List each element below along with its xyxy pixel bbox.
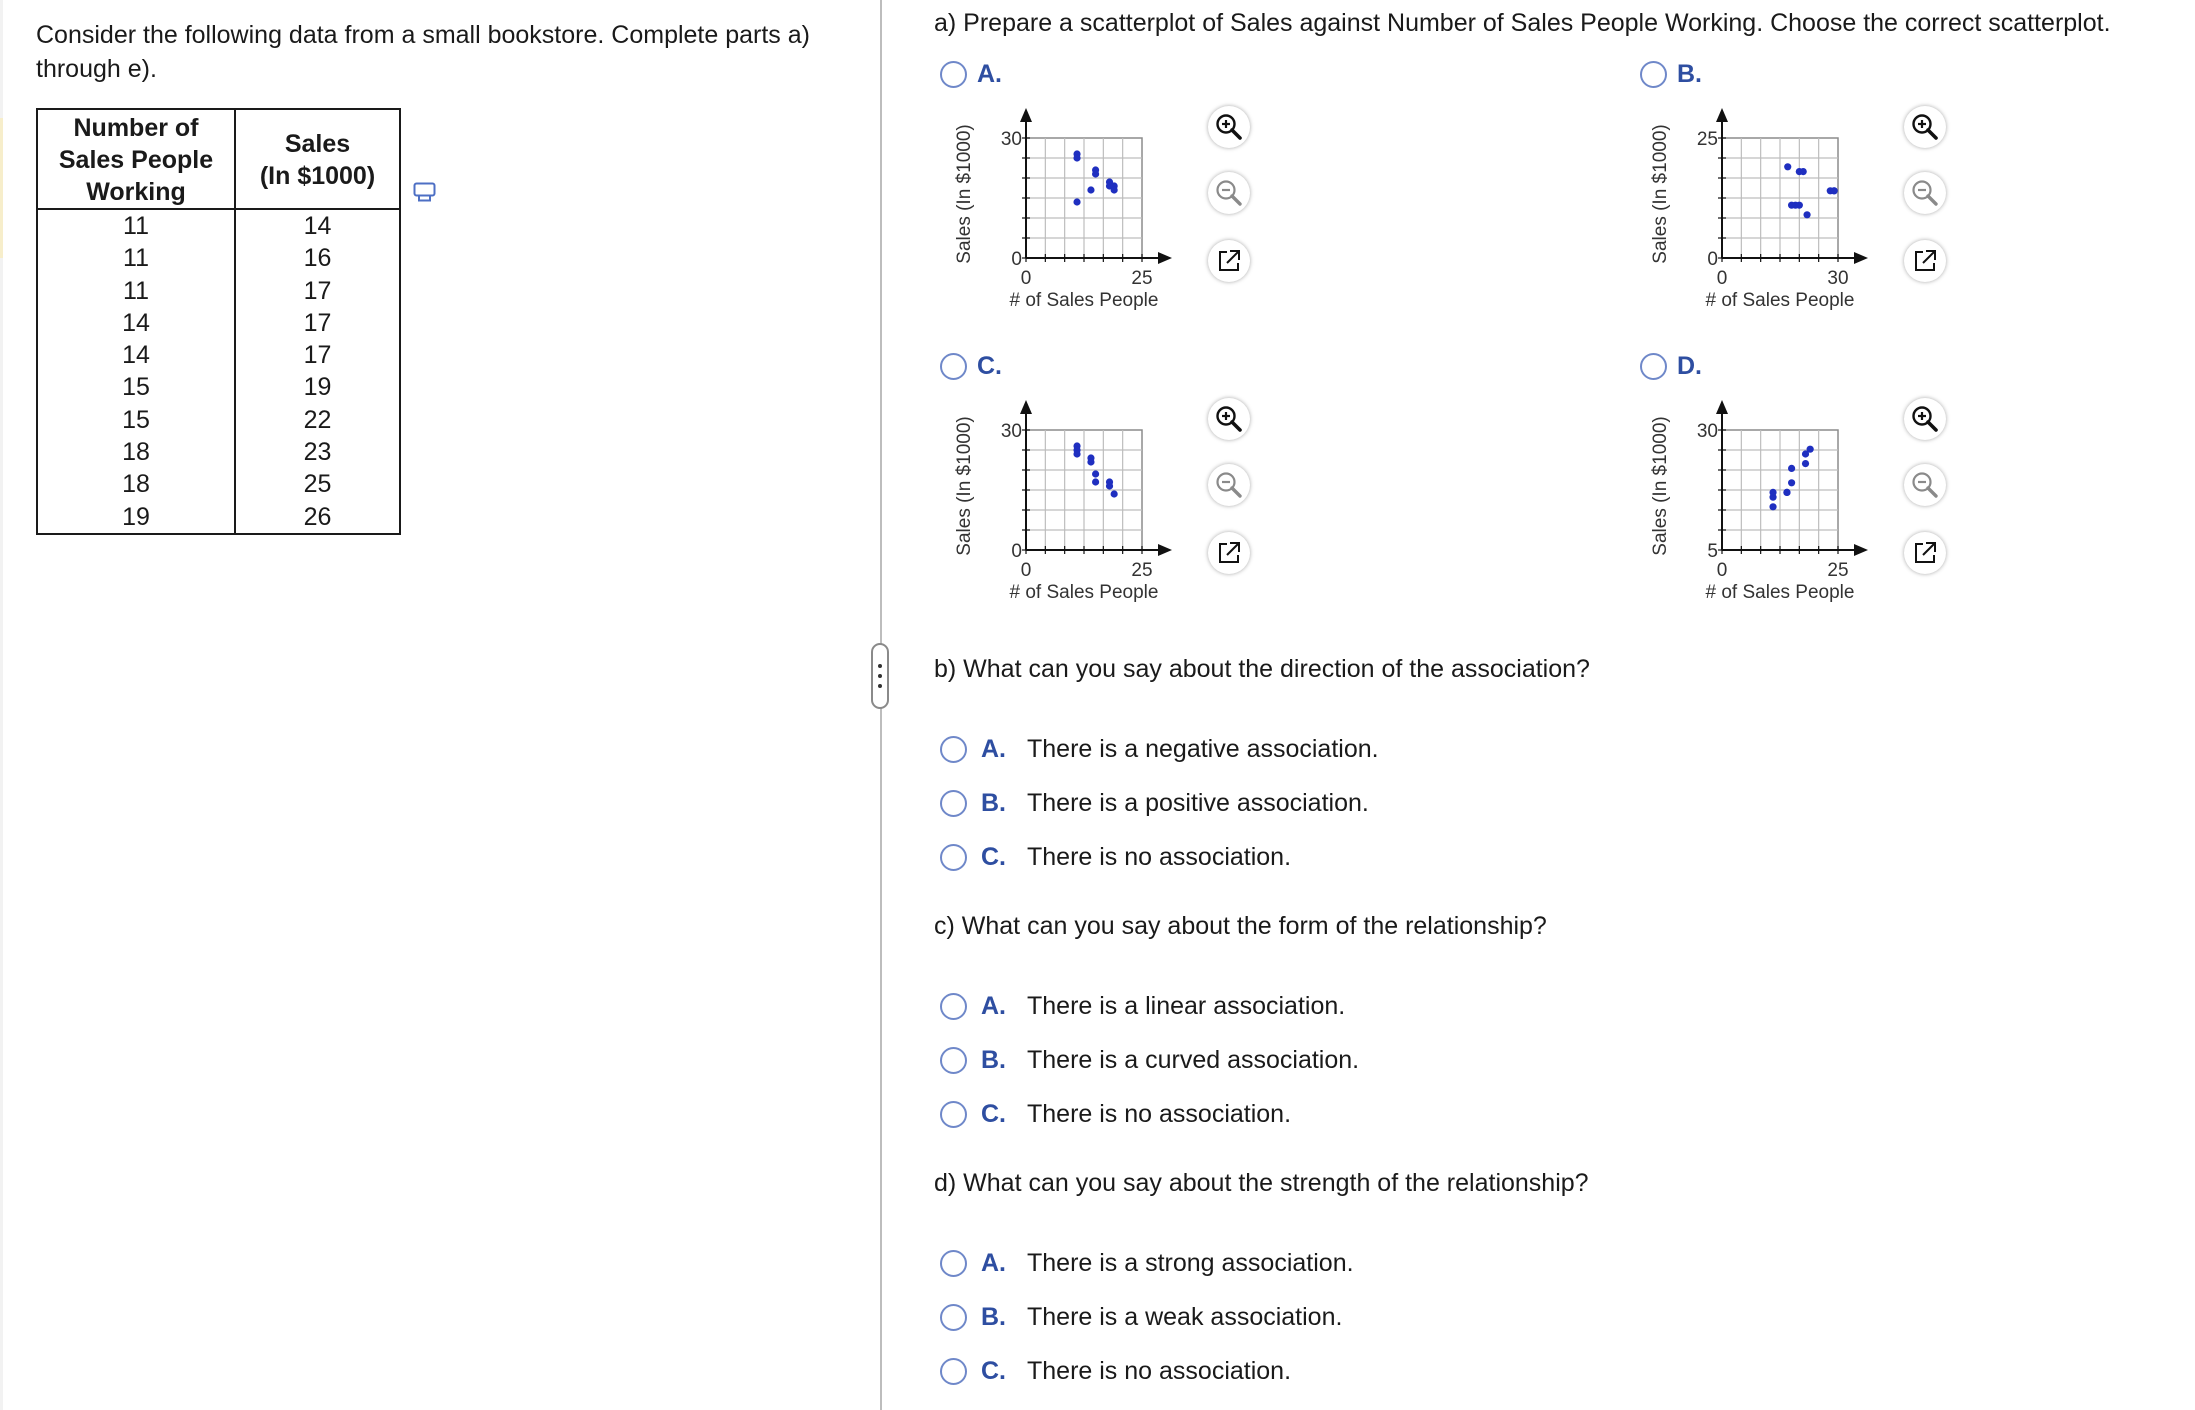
table-row [37, 468, 400, 500]
table-row [37, 436, 400, 468]
option-letter: D. [1677, 352, 1702, 380]
option-letter: C. [981, 1099, 1006, 1128]
data-pane [0, 0, 880, 1410]
option-text: There is a negative association. [1027, 734, 1379, 763]
option-letter: B. [981, 788, 1006, 817]
radio-button[interactable] [940, 61, 967, 88]
x-tick-label: 0 [1020, 560, 1032, 581]
data-point [1092, 170, 1099, 177]
y-axis-arrow [1020, 400, 1032, 414]
salespeople-cell: 19 [37, 501, 235, 534]
scatterplot-option-d [1640, 392, 1870, 632]
y-tick-label: 0 [1011, 541, 1022, 562]
data-point [1802, 460, 1809, 467]
x-axis-arrow [1158, 252, 1172, 264]
x-tick-label: 25 [1827, 560, 1849, 581]
option-letter: A. [981, 734, 1006, 763]
part-d-option-a[interactable] [940, 1247, 1354, 1279]
table-row [37, 371, 400, 403]
y-axis-label: Sales (In $1000) [954, 124, 975, 264]
radio-button[interactable] [940, 1250, 967, 1277]
salespeople-cell: 15 [37, 404, 235, 436]
y-tick-label: 25 [1696, 129, 1718, 150]
data-point [1073, 450, 1080, 457]
y-tick-label: 0 [1707, 249, 1718, 270]
salespeople-cell: 11 [37, 209, 235, 242]
option-letter: A. [981, 1248, 1006, 1277]
y-axis-label: Sales (In $1000) [1650, 124, 1671, 264]
zoom-in-icon[interactable] [1904, 106, 1946, 148]
part-c-option-b[interactable] [940, 1044, 1359, 1076]
option-letter: A. [981, 991, 1006, 1020]
option-letter: A. [977, 60, 1002, 88]
data-point [1783, 489, 1790, 496]
sales-cell: 26 [235, 501, 400, 534]
zoom-in-icon[interactable] [1904, 398, 1946, 440]
part-c-option-c[interactable] [940, 1098, 1291, 1130]
popout-icon[interactable] [1208, 240, 1250, 282]
data-point [1111, 490, 1118, 497]
option-text: There is a strong association. [1027, 1248, 1354, 1277]
radio-button[interactable] [940, 1304, 967, 1331]
zoom-out-icon[interactable] [1208, 172, 1250, 214]
option-letter: C. [977, 352, 1002, 380]
scatterplot-svg [1640, 100, 1870, 340]
x-tick-label: 0 [1020, 268, 1032, 289]
y-tick-label: 30 [1000, 421, 1022, 442]
part-b-question: b) What can you say about the direction of the association? [934, 655, 1590, 683]
scatterplot-option-c [944, 392, 1174, 632]
radio-button[interactable] [940, 993, 967, 1020]
y-tick-label: 5 [1707, 541, 1718, 562]
zoom-in-icon[interactable] [1208, 398, 1250, 440]
table-row [37, 339, 400, 371]
part-c-question: c) What can you say about the form of the relationship? [934, 912, 1547, 940]
scatterplot-svg [944, 100, 1174, 340]
data-point [1788, 465, 1795, 472]
salespeople-cell: 14 [37, 339, 235, 371]
table-header-salespeople: Number of Sales People Working [37, 109, 235, 209]
radio-button[interactable] [1640, 353, 1667, 380]
part-d-option-b[interactable] [940, 1301, 1342, 1333]
table-row [37, 209, 400, 242]
salespeople-cell: 18 [37, 436, 235, 468]
radio-button[interactable] [940, 844, 967, 871]
option-text: There is no association. [1027, 1099, 1292, 1128]
x-axis-arrow [1854, 544, 1868, 556]
salespeople-cell: 18 [37, 468, 235, 500]
x-axis-label: # of Sales People [1705, 582, 1855, 603]
option-text: There is a positive association. [1027, 788, 1369, 817]
option-letter: B. [981, 1302, 1006, 1331]
table-row [37, 501, 400, 534]
scatterplot-svg [944, 392, 1174, 632]
data-point [1788, 202, 1795, 209]
popout-icon[interactable] [1904, 240, 1946, 282]
scatterplot-svg [1640, 392, 1870, 632]
option-text: There is no association. [1027, 842, 1292, 871]
intro-text: Consider the following data from a small bookstore. Complete parts a) through e). [36, 21, 810, 83]
y-axis-label: Sales (In $1000) [1650, 416, 1671, 556]
y-tick-label: 30 [1000, 129, 1022, 150]
left-edge-marker [0, 0, 3, 1410]
data-point [1788, 479, 1795, 486]
popout-icon[interactable] [1904, 532, 1946, 574]
option-letter: B. [981, 1045, 1006, 1074]
table-row [37, 404, 400, 436]
radio-button[interactable] [940, 790, 967, 817]
zoom-out-icon[interactable] [1208, 464, 1250, 506]
table-row [37, 275, 400, 307]
table-row [37, 242, 400, 274]
x-axis-label: # of Sales People [1705, 290, 1855, 311]
data-point [1092, 470, 1099, 477]
option-d-radio-group[interactable] [1640, 352, 1702, 381]
data-point [1106, 482, 1113, 489]
zoom-out-icon[interactable] [1904, 172, 1946, 214]
x-tick-label: 25 [1131, 268, 1153, 289]
sales-cell: 17 [235, 275, 400, 307]
x-axis-label: # of Sales People [1009, 290, 1159, 311]
sales-cell: 14 [235, 209, 400, 242]
data-point [1092, 478, 1099, 485]
salespeople-cell: 14 [37, 307, 235, 339]
y-tick-label: 30 [1696, 421, 1718, 442]
popout-icon[interactable] [1208, 532, 1250, 574]
sales-cell: 17 [235, 307, 400, 339]
y-tick-label: 0 [1011, 249, 1022, 270]
data-table [36, 108, 401, 535]
radio-button[interactable] [940, 736, 967, 763]
x-tick-label: 30 [1827, 268, 1849, 289]
data-point [1769, 489, 1776, 496]
option-a-radio-group[interactable] [940, 60, 1002, 89]
part-b-option-c[interactable] [940, 841, 1291, 873]
part-d-option-c[interactable] [940, 1355, 1291, 1387]
sales-cell: 17 [235, 339, 400, 371]
option-letter: B. [1677, 60, 1702, 88]
data-point [1087, 186, 1094, 193]
sales-cell: 25 [235, 468, 400, 500]
copy-icon[interactable] [413, 182, 441, 204]
option-text: There is a weak association. [1027, 1302, 1343, 1331]
sales-cell: 16 [235, 242, 400, 274]
x-tick-label: 25 [1131, 560, 1153, 581]
y-axis-arrow [1716, 400, 1728, 414]
radio-button[interactable] [940, 1047, 967, 1074]
question-pane [882, 0, 2195, 1410]
data-point [1803, 211, 1810, 218]
sales-cell: 19 [235, 371, 400, 403]
y-axis-arrow [1716, 108, 1728, 122]
data-point [1073, 154, 1080, 161]
x-axis-arrow [1158, 544, 1172, 556]
data-point [1087, 458, 1094, 465]
option-text: There is a linear association. [1027, 991, 1346, 1020]
data-point [1807, 446, 1814, 453]
x-tick-label: 0 [1716, 560, 1728, 581]
part-d-question: d) What can you say about the strength of the relationship? [934, 1169, 1589, 1197]
salespeople-cell: 11 [37, 242, 235, 274]
zoom-out-icon[interactable] [1904, 464, 1946, 506]
salespeople-cell: 11 [37, 275, 235, 307]
radio-button[interactable] [940, 1101, 967, 1128]
part-a-question: a) Prepare a scatterplot of Sales against Number of Sales People Working. Choose the correct scatterplot. [934, 9, 2111, 37]
option-letter: C. [981, 842, 1006, 871]
option-b-radio-group[interactable] [1640, 60, 1702, 89]
data-point [1784, 163, 1791, 170]
x-axis-label: # of Sales People [1009, 582, 1159, 603]
data-point [1111, 186, 1118, 193]
sales-cell: 23 [235, 436, 400, 468]
option-letter: C. [981, 1356, 1006, 1385]
x-tick-label: 0 [1716, 268, 1728, 289]
salespeople-cell: 15 [37, 371, 235, 403]
option-c-radio-group[interactable] [940, 352, 1002, 381]
zoom-in-icon[interactable] [1208, 106, 1250, 148]
part-c-option-a[interactable] [940, 990, 1345, 1022]
part-b-option-a[interactable] [940, 733, 1379, 765]
table-row [37, 307, 400, 339]
data-point [1800, 168, 1807, 175]
data-point [1831, 187, 1838, 194]
radio-button[interactable] [940, 1358, 967, 1385]
y-axis-arrow [1020, 108, 1032, 122]
radio-button[interactable] [940, 353, 967, 380]
option-text: There is no association. [1027, 1356, 1292, 1385]
scatterplot-option-a [944, 100, 1174, 340]
sales-cell: 22 [235, 404, 400, 436]
data-point [1769, 503, 1776, 510]
scatterplot-option-b [1640, 100, 1870, 340]
x-axis-arrow [1854, 252, 1868, 264]
y-axis-label: Sales (In $1000) [954, 416, 975, 556]
data-point [1073, 198, 1080, 205]
option-text: There is a curved association. [1027, 1045, 1360, 1074]
radio-button[interactable] [1640, 61, 1667, 88]
part-b-option-b[interactable] [940, 787, 1369, 819]
table-header-sales: Sales (In $1000) [235, 109, 400, 209]
